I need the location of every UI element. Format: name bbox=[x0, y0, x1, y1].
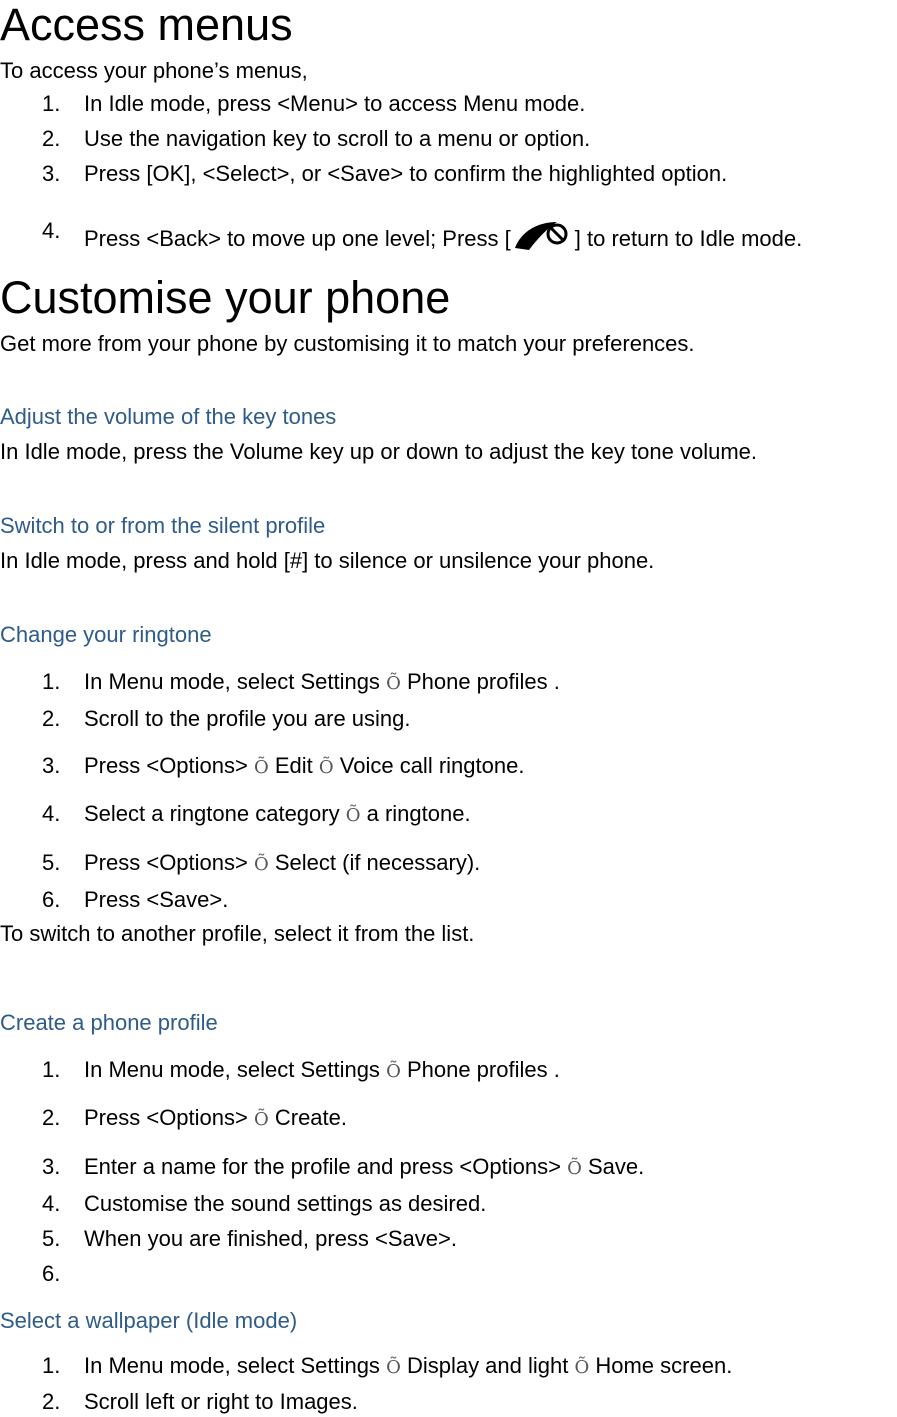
arrow-icon: Õ bbox=[253, 757, 269, 778]
subheading-silent-profile: Switch to or from the silent profile bbox=[0, 513, 326, 538]
list-item: Press [OK], <Select>, or <Save> to confirm the highlighted option. bbox=[84, 161, 728, 186]
subheading-change-ringtone: Change your ringtone bbox=[0, 622, 212, 647]
list-number: 3. bbox=[42, 161, 61, 186]
list-number: 1. bbox=[42, 1057, 61, 1082]
arrow-icon: Õ bbox=[574, 1357, 590, 1378]
customise-intro: Get more from your phone by customising it to match your preferences. bbox=[0, 331, 695, 356]
list-number: 2. bbox=[42, 1105, 61, 1130]
list-item: Press <Options> Õ Select (if necessary). bbox=[84, 850, 481, 875]
arrow-icon: Õ bbox=[567, 1158, 582, 1179]
arrow-icon: Õ bbox=[386, 1357, 401, 1378]
volume-text: In Idle mode, press the Volume key up or down to adjust the key tone volume. bbox=[0, 439, 757, 464]
list-number: 4. bbox=[42, 801, 61, 826]
list-number: 2. bbox=[42, 126, 61, 151]
step-text-part: ] to return to Idle mode. bbox=[574, 226, 803, 251]
subheading-adjust-volume: Adjust the volume of the key tones bbox=[0, 404, 337, 429]
subheading-create-profile: Create a phone profile bbox=[0, 1010, 218, 1035]
list-number: 3. bbox=[42, 753, 61, 778]
arrow-icon: Õ bbox=[253, 854, 269, 875]
list-number: 5. bbox=[42, 850, 61, 875]
list-number: 4. bbox=[42, 218, 61, 243]
list-item: In Menu mode, select Settings Õ Display and light Õ Home screen. bbox=[84, 1353, 733, 1378]
arrow-icon: Õ bbox=[386, 1061, 401, 1082]
list-item: Enter a name for the profile and press <Options> Õ Save. bbox=[84, 1154, 645, 1179]
list-item: Select a ringtone category Õ a ringtone. bbox=[84, 801, 471, 826]
list-number: 5. bbox=[42, 1226, 61, 1251]
list-number: 3. bbox=[42, 1154, 61, 1179]
access-intro: To access your phone’s menus, bbox=[0, 58, 308, 83]
list-item: Customise the sound settings as desired. bbox=[84, 1191, 487, 1216]
list-item: Use the navigation key to scroll to a menu or option. bbox=[84, 126, 591, 151]
arrow-icon: Õ bbox=[253, 1109, 269, 1130]
silent-text: In Idle mode, press and hold [#] to silence or unsilence your phone. bbox=[0, 548, 655, 573]
list-number: 6. bbox=[42, 1261, 61, 1286]
list-item: Press <Options> Õ Create. bbox=[84, 1105, 348, 1130]
arrow-icon: Õ bbox=[386, 673, 401, 694]
list-number: 1. bbox=[42, 91, 61, 116]
list-number: 6. bbox=[42, 887, 61, 912]
page-title-access-menus: Access menus bbox=[0, 0, 293, 50]
list-item: When you are finished, press <Save>. bbox=[84, 1226, 457, 1251]
ringtone-footer: To switch to another profile, select it from the list. bbox=[0, 921, 475, 946]
list-item: In Menu mode, select Settings Õ Phone profiles . bbox=[84, 1057, 560, 1082]
step-text-part: Press <Back> to move up one level; Press [ bbox=[84, 226, 511, 251]
section-title-customise: Customise your phone bbox=[0, 272, 451, 323]
arrow-icon: Õ bbox=[345, 805, 361, 826]
list-number: 2. bbox=[42, 1389, 61, 1414]
subheading-select-wallpaper: Select a wallpaper (Idle mode) bbox=[0, 1308, 298, 1333]
list-number: 2. bbox=[42, 706, 61, 731]
list-item: In Idle mode, press <Menu> to access Menu mode. bbox=[84, 91, 586, 116]
list-item: Press <Options> Õ Edit Õ Voice call ringtone. bbox=[84, 753, 525, 778]
list-item: Scroll left or right to Images. bbox=[84, 1389, 358, 1414]
list-number: 1. bbox=[42, 669, 61, 694]
list-number: 4. bbox=[42, 1191, 61, 1216]
list-item: Scroll to the profile you are using. bbox=[84, 706, 411, 731]
list-item bbox=[84, 220, 802, 254]
list-item: In Menu mode, select Settings Õ Phone profiles . bbox=[84, 669, 560, 694]
list-item: Press <Save>. bbox=[84, 887, 229, 912]
list-number: 1. bbox=[42, 1353, 61, 1378]
end-call-key-icon bbox=[511, 220, 575, 254]
arrow-icon: Õ bbox=[318, 757, 334, 778]
